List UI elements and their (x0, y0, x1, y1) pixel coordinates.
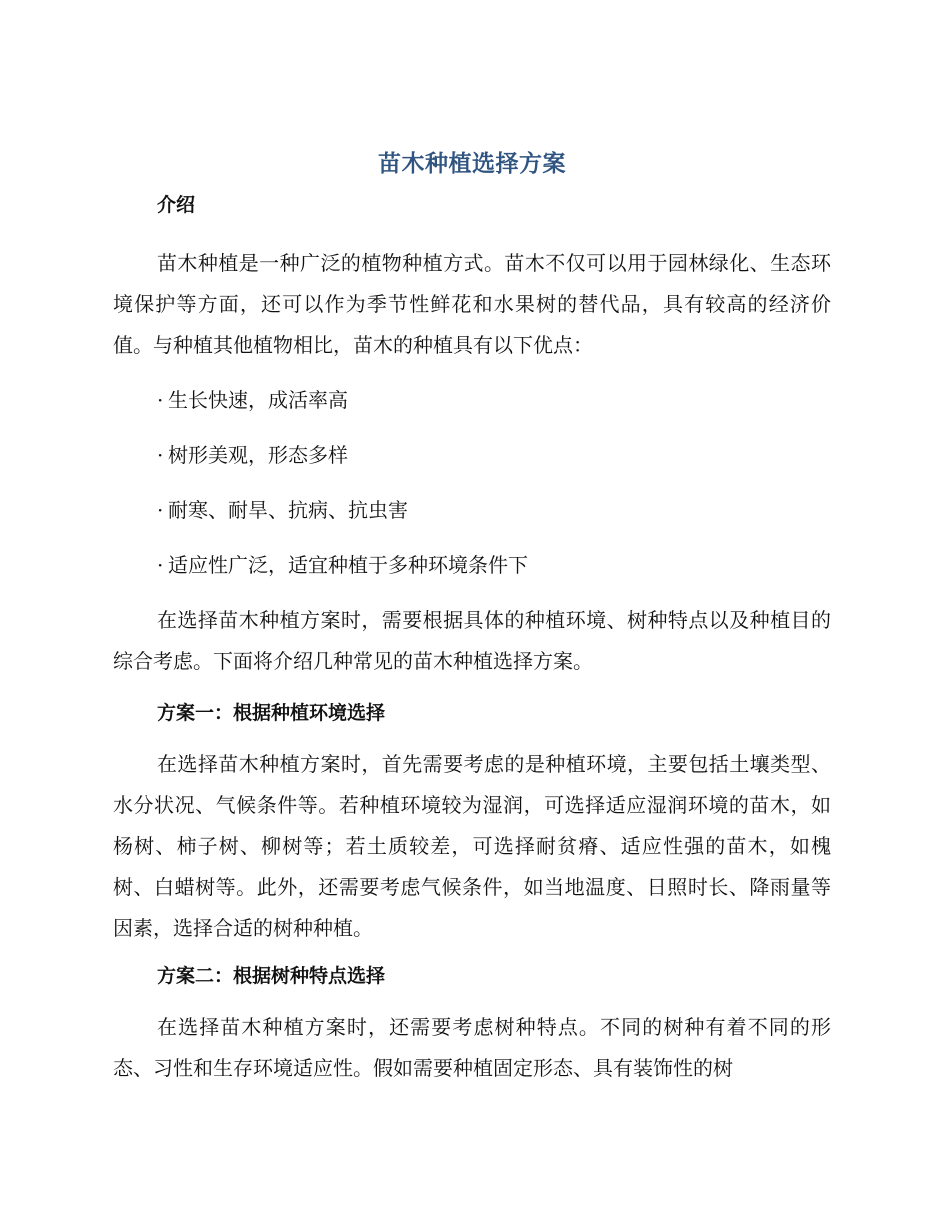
advantages-list (113, 380, 831, 586)
list-item-text: 树形美观，形态多样 (168, 443, 348, 467)
plan1-paragraph: 在选择苗木种植方案时，首先需要考虑的是种植环境，主要包括土壤类型、水分状况、气候条件等。若种植环境较为湿润，可选择适应湿润环境的苗木，如杨树、柿子树、柳树等；若土质较差，可选择耐贫瘠、适应性强的苗木，如槐树、白蜡树等。此外，还需要考虑气候条件，如当地温度、日照时长、降雨量等因素，选择合适的树种种植。 (113, 752, 831, 940)
plan1-heading: 方案一：根据种植环境选择 (157, 702, 386, 724)
intro-summary-paragraph: 在选择苗木种植方案时，需要根据具体的种植环境、树种特点以及种植目的综合考虑。下面将介绍几种常见的苗木种植选择方案。 (113, 608, 831, 673)
document-content (113, 144, 831, 1089)
intro-heading: 介绍 (157, 194, 196, 216)
plan2-paragraph: 在选择苗木种植方案时，还需要考虑树种特点。不同的树种有着不同的形态、习性和生存环境适应性。假如需要种植固定形态、具有装饰性的树 (113, 1015, 831, 1080)
list-item (113, 435, 831, 476)
list-item-text: 耐寒、耐旱、抗病、抗虫害 (168, 498, 408, 522)
bullet-marker: · (157, 498, 164, 522)
list-item (113, 545, 831, 586)
list-item-text: 适应性广泛，适宜种植于多种环境条件下 (168, 553, 528, 577)
list-item (113, 490, 831, 531)
bullet-marker: · (157, 388, 164, 412)
plan2-heading: 方案二：根据树种特点选择 (157, 965, 386, 987)
bullet-marker: · (157, 443, 164, 467)
list-item-text: 生长快速，成活率高 (168, 388, 348, 412)
list-item (113, 380, 831, 421)
intro-paragraph: 苗木种植是一种广泛的植物种植方式。苗木不仅可以用于园林绿化、生态环境保护等方面，还可以作为季节性鲜花和水果树的替代品，具有较高的经济价值。与种植其他植物相比，苗木的种植具有以下优点： (113, 251, 831, 357)
document-title: 苗木种植选择方案 (378, 151, 566, 177)
bullet-marker: · (157, 553, 164, 577)
